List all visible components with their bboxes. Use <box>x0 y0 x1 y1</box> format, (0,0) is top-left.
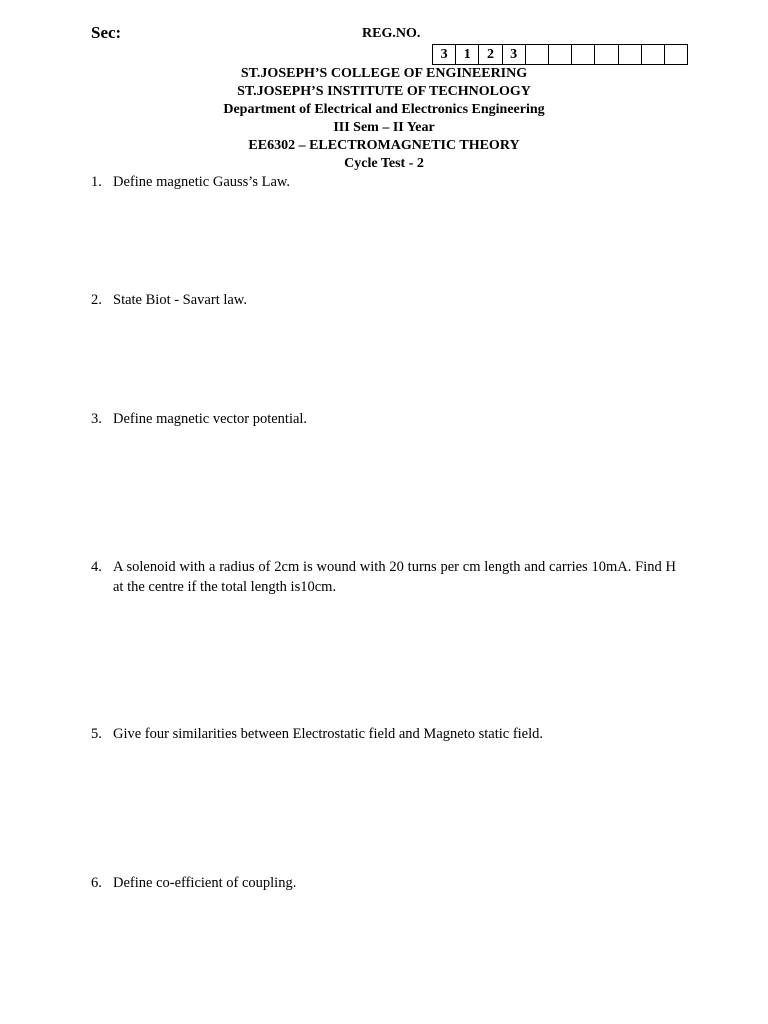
reg-digit-box <box>572 45 595 65</box>
reg-digit-box <box>641 45 664 65</box>
section-label: Sec: <box>91 23 122 42</box>
test-title: Cycle Test - 2 <box>344 156 424 171</box>
question-text: A solenoid with a radius of 2cm is wound with 20 turns per cm length and carries 10mA. Find H at the centre if the total length is10cm. <box>113 559 676 595</box>
college-name: ST.JOSEPH’S COLLEGE OF ENGINEERING <box>240 66 528 81</box>
semester-year: III Sem – II Year <box>333 120 435 135</box>
question-item <box>91 409 676 429</box>
question-item <box>91 290 676 310</box>
reg-digit-box <box>618 45 641 65</box>
question-text: Give four similarities between Electrostatic field and Magneto static field. <box>113 726 544 742</box>
question-number: 2. <box>91 292 102 308</box>
reg-digit-box <box>595 45 618 65</box>
question-text: State Biot - Savart law. <box>113 292 247 308</box>
reg-digit-box: 1 <box>456 45 479 65</box>
question-text: Define magnetic Gauss’s Law. <box>113 174 291 190</box>
question-number: 6. <box>91 875 102 891</box>
reg-digit-box: 2 <box>479 45 502 65</box>
reg-digit-box <box>525 45 548 65</box>
question-item <box>91 172 676 192</box>
question-item <box>91 724 676 744</box>
exam-header <box>0 65 768 173</box>
reg-digit-box <box>548 45 571 65</box>
question-number: 4. <box>91 559 102 575</box>
institute-name: ST.JOSEPH’S INSTITUTE OF TECHNOLOGY <box>237 84 531 99</box>
question-text: Define co-efficient of coupling. <box>113 875 297 891</box>
question-number: 5. <box>91 726 102 742</box>
department-name: Department of Electrical and Electronics Engineering <box>223 102 545 117</box>
question-item <box>91 557 676 597</box>
question-number: 1. <box>91 174 102 190</box>
question-text: Define magnetic vector potential. <box>113 411 308 427</box>
course-title: EE6302 – ELECTROMAGNETIC THEORY <box>248 138 520 153</box>
reg-no-label: REG.NO. <box>362 26 421 41</box>
reg-digit-box: 3 <box>502 45 525 65</box>
reg-digit-box <box>664 45 687 65</box>
reg-digit-box: 3 <box>433 45 456 65</box>
reg-no-boxes <box>432 44 688 65</box>
question-item <box>91 873 676 893</box>
question-number: 3. <box>91 411 102 427</box>
